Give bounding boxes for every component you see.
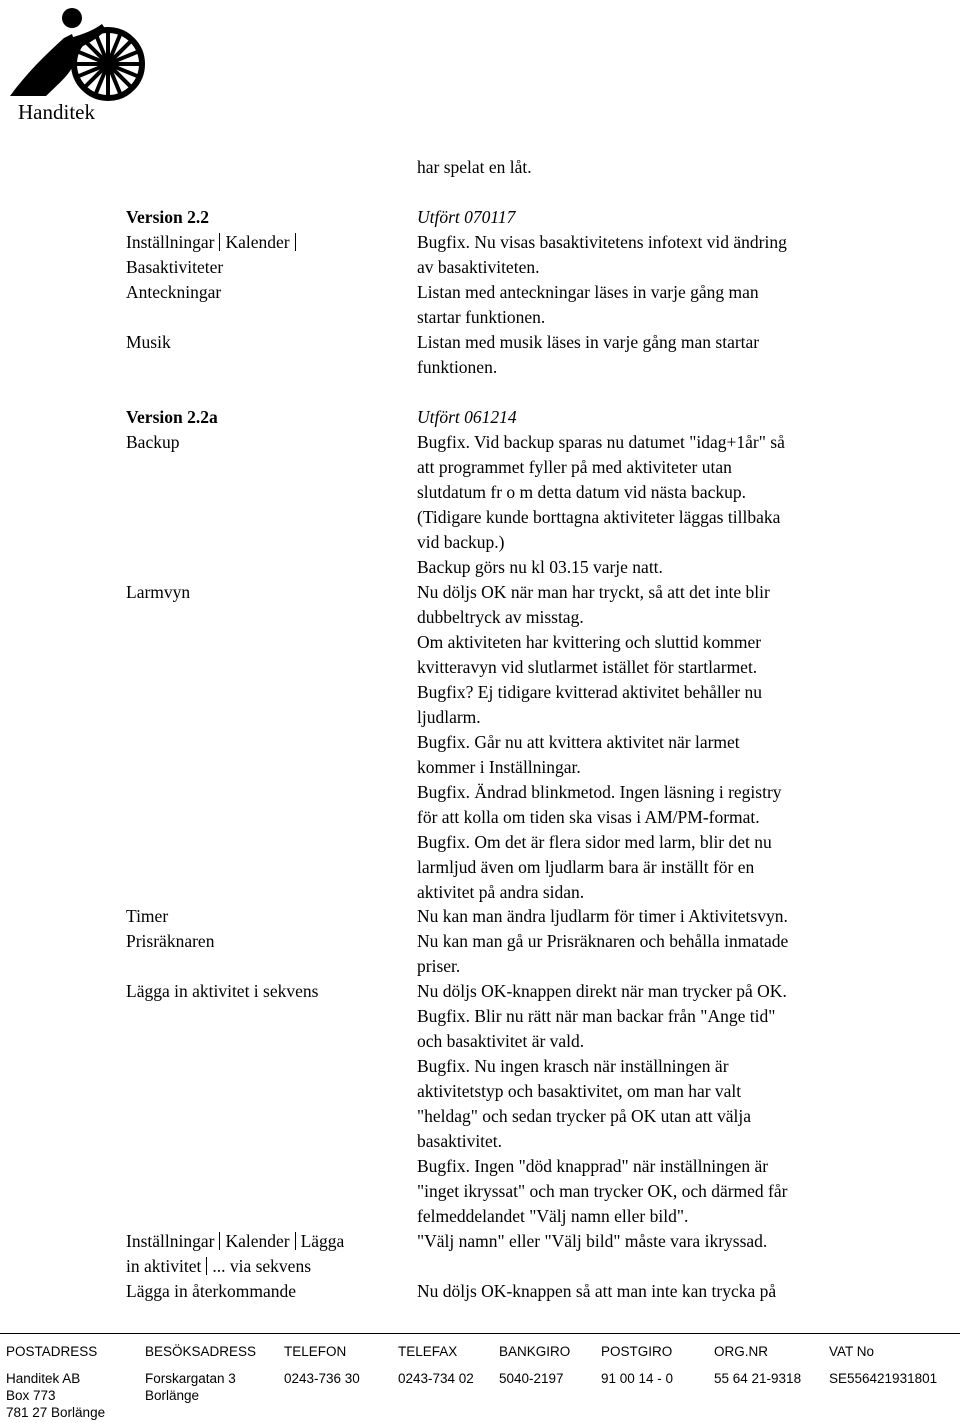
note-line: för att kolla om tiden ska visas i AM/PM-format. <box>417 807 760 827</box>
footer-postadress-line: Handitek AB <box>6 1371 81 1386</box>
label-musik: Musik <box>126 332 171 352</box>
footer-header-telefon: TELEFON <box>284 1344 347 1359</box>
footer-vat: SE556421931801 <box>829 1371 938 1386</box>
path-item: Kalender <box>225 232 290 252</box>
path-item: ... via sekvens <box>212 1256 312 1276</box>
note-line: Bugfix. Går nu att kvittera aktivitet när larmet <box>417 732 740 752</box>
path-separator <box>206 1257 207 1275</box>
note-line: priser. <box>417 956 461 976</box>
settings-path-2-2a-cont <box>126 1254 311 1279</box>
note-line: Bugfix? Ej tidigare kvitterad aktivitet behåller nu <box>417 682 763 702</box>
note-line: Bugfix. Om det är flera sidor med larm, blir det nu <box>417 832 772 852</box>
footer-header-postadress: POSTADRESS <box>6 1344 98 1359</box>
note-line: kommer i Inställningar. <box>417 757 581 777</box>
label-lagga-aterkommande: Lägga in återkommande <box>126 1281 297 1301</box>
note-line: startar funktionen. <box>417 307 546 327</box>
note-line: aktivitetstyp och basaktivitet, om man har valt <box>417 1081 742 1101</box>
note-line: basaktivitet. <box>417 1131 503 1151</box>
note-line: funktionen. <box>417 357 498 377</box>
path-separator <box>295 1232 296 1250</box>
path-separator <box>219 1232 220 1250</box>
footer-divider <box>0 1333 960 1334</box>
label-basaktiviteter: Basaktiviteter <box>126 257 224 277</box>
label-timer: Timer <box>126 906 169 926</box>
path-item: Lägga <box>300 1231 345 1251</box>
footer-postadress-line: 781 27 Borlänge <box>6 1405 106 1420</box>
version-2-2a-date: Utfört 061214 <box>417 407 517 427</box>
path-item: Inställningar <box>126 1231 215 1251</box>
note-line: vid backup.) <box>417 532 505 552</box>
note-line: Nu döljs OK när man har tryckt, så att det inte blir <box>417 582 770 602</box>
note-line: Bugfix. Ingen "död knapprad" när inställningen är <box>417 1156 769 1176</box>
note-line: kvitteravyn vid slutlarmet istället för startlarmet. <box>417 657 758 677</box>
label-backup: Backup <box>126 432 180 452</box>
footer-header-postgiro: POSTGIRO <box>601 1344 673 1359</box>
note-line: Listan med musik läses in varje gång man startar <box>417 332 760 352</box>
note-line: "inget ikryssat" och man trycker OK, och därmed får <box>417 1181 788 1201</box>
note-line: av basaktiviteten. <box>417 257 540 277</box>
note-line: larmljud även om ljudlarm bara är inställt för en <box>417 857 755 877</box>
footer-header-besoksadress: BESÖKSADRESS <box>145 1344 257 1359</box>
note-line: slutdatum fr o m detta datum vid nästa backup. <box>417 482 747 502</box>
path-item: in aktivitet <box>126 1256 202 1276</box>
label-prisraknaren: Prisräknaren <box>126 931 215 951</box>
footer-header-bankgiro: BANKGIRO <box>499 1344 571 1359</box>
footer-telefon: 0243-736 30 <box>284 1371 360 1386</box>
note-line: Bugfix. Nu ingen krasch när inställningen är <box>417 1056 729 1076</box>
note-line: Om aktiviteten har kvittering och sluttid kommer <box>417 632 762 652</box>
note-line: Nu döljs OK-knappen så att man inte kan trycka på <box>417 1281 777 1301</box>
note-line: Backup görs nu kl 03.15 varje natt. <box>417 557 663 577</box>
path-separator <box>219 233 220 251</box>
settings-path-2-2a <box>126 1229 344 1254</box>
label-lagga-sekvens: Lägga in aktivitet i sekvens <box>126 981 319 1001</box>
note-line: "Välj namn" eller "Välj bild" måste vara ikryssad. <box>417 1231 768 1251</box>
note-line: felmeddelandet "Välj namn eller bild". <box>417 1206 689 1226</box>
path-item: Inställningar <box>126 232 215 252</box>
version-2-2-date: Utfört 070117 <box>417 207 516 227</box>
footer-besoksadress-line: Forskargatan 3 <box>145 1371 236 1386</box>
version-2-2a-heading: Version 2.2a <box>126 407 218 427</box>
label-anteckningar: Anteckningar <box>126 282 222 302</box>
label-larmvyn: Larmvyn <box>126 582 191 602</box>
note-line: (Tidigare kunde borttagna aktiviteter läggas tillbaka <box>417 507 781 527</box>
note-line: Bugfix. Blir nu rätt när man backar från "Ange tid" <box>417 1006 776 1026</box>
footer-postadress-line: Box 773 <box>6 1388 56 1403</box>
footer-postgiro: 91 00 14 - 0 <box>601 1371 674 1386</box>
logo-brand-text: Handitek <box>18 100 95 124</box>
footer-orgnr: 55 64 21-9318 <box>714 1371 802 1386</box>
note-line: Bugfix. Nu visas basaktivitetens infotext vid ändring <box>417 232 787 252</box>
path-item: Kalender <box>225 1231 290 1251</box>
note-line: dubbeltryck av misstag. <box>417 607 584 627</box>
footer-header-orgnr: ORG.NR <box>714 1344 768 1359</box>
note-line: Nu döljs OK-knappen direkt när man trycker på OK. <box>417 981 787 1001</box>
note-line: Bugfix. Ändrad blinkmetod. Ingen läsning i registry <box>417 782 782 802</box>
note-line: Listan med anteckningar läses in varje gång man <box>417 282 759 302</box>
footer-besoksadress-line: Borlänge <box>145 1388 200 1403</box>
note-line: och basaktivitet är vald. <box>417 1031 585 1051</box>
note-line: aktivitet på andra sidan. <box>417 882 585 902</box>
note-line: Bugfix. Vid backup sparas nu datumet "idag+1år" så <box>417 432 785 452</box>
settings-path-2-2 <box>126 230 301 255</box>
footer-telefax: 0243-734 02 <box>398 1371 474 1386</box>
note-line: att programmet fyller på med aktiviteter utan <box>417 457 732 477</box>
note-line: ljudlarm. <box>417 707 481 727</box>
footer-header-telefax: TELEFAX <box>398 1344 458 1359</box>
footer-bankgiro: 5040-2197 <box>499 1371 564 1386</box>
path-separator <box>295 233 296 251</box>
continuation-text: har spelat en låt. <box>417 157 532 177</box>
version-2-2-heading: Version 2.2 <box>126 207 209 227</box>
footer-header-vat: VAT No <box>829 1344 875 1359</box>
note-line: "heldag" och sedan trycker på OK utan att välja <box>417 1106 752 1126</box>
note-line: Nu kan man gå ur Prisräknaren och behålla inmatade <box>417 931 789 951</box>
note-line: Nu kan man ändra ljudlarm för timer i Aktivitetsvyn. <box>417 906 788 926</box>
